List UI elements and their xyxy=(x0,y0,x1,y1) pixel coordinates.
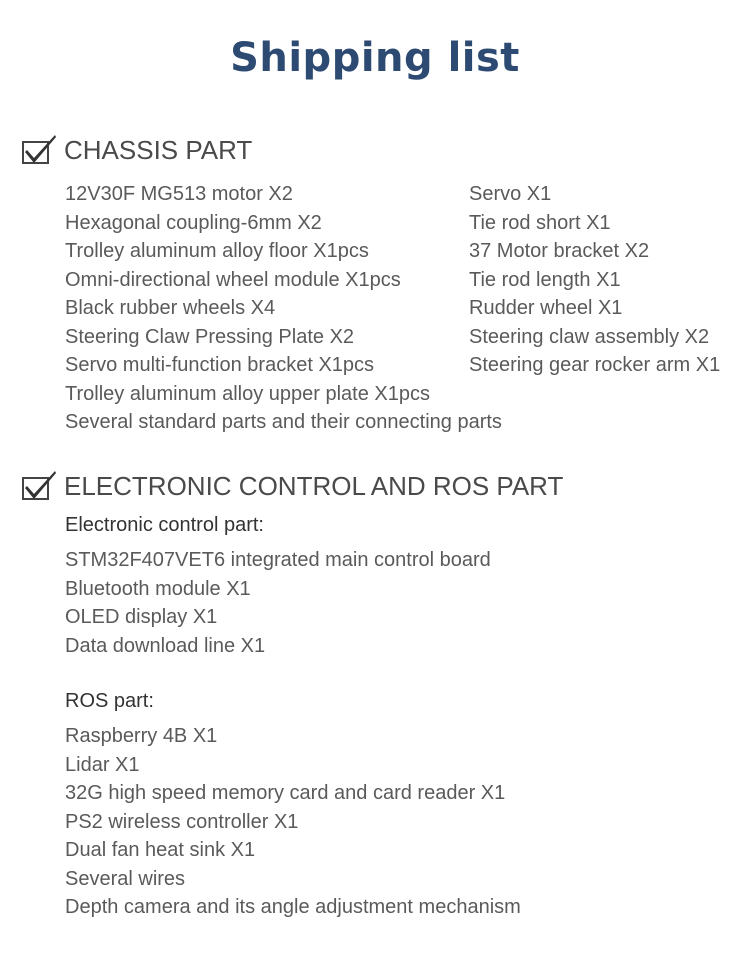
list-item: Lidar X1 xyxy=(65,753,140,776)
list-item: Servo X1 xyxy=(469,183,552,205)
list-item: Data download line X1 xyxy=(65,634,266,657)
list-item: Rudder wheel X1 xyxy=(469,297,623,319)
list-item: Omni-directional wheel module X1pcs xyxy=(65,268,401,291)
electronic-control-subheading: Electronic control part: xyxy=(65,514,264,536)
list-item: STM32F407VET6 integrated main control board xyxy=(65,549,491,571)
list-item: Servo multi-function bracket X1pcs xyxy=(65,354,375,376)
electronic-control-list xyxy=(65,546,491,660)
list-item: Depth camera and its angle adjustment mechanism xyxy=(65,896,521,918)
list-item: Tie rod short X1 xyxy=(469,211,611,234)
list-item: OLED display X1 xyxy=(65,606,218,628)
list-item: Hexagonal coupling-6mm X2 xyxy=(65,211,322,234)
electronic-section-header xyxy=(22,469,563,503)
list-item: Steering gear rocker arm X1 xyxy=(469,354,721,376)
chassis-right-list xyxy=(469,180,720,380)
list-item: Several standard parts and their connecting parts xyxy=(65,411,502,433)
list-item: 12V30F MG513 motor X2 xyxy=(65,183,293,205)
list-item: Steering Claw Pressing Plate X2 xyxy=(65,325,355,348)
list-item: Trolley aluminum alloy upper plate X1pcs xyxy=(65,382,430,405)
ros-subheading: ROS part: xyxy=(65,690,154,712)
list-item: Several wires xyxy=(65,867,186,890)
list-item: Steering claw assembly X2 xyxy=(469,325,710,348)
chassis-section-header xyxy=(22,133,252,167)
list-item: Bluetooth module X1 xyxy=(65,577,251,600)
page-title: Shipping list xyxy=(230,35,520,81)
list-item: Black rubber wheels X4 xyxy=(65,297,276,319)
list-item: Dual fan heat sink X1 xyxy=(65,839,256,861)
electronic-section-title: ELECTRONIC CONTROL AND ROS PART xyxy=(64,470,564,501)
checkbox-checked-icon xyxy=(22,141,48,163)
list-item: 32G high speed memory card and card reader X1 xyxy=(65,782,506,804)
list-item: 37 Motor bracket X2 xyxy=(469,240,650,262)
list-item: Raspberry 4B X1 xyxy=(65,725,218,747)
list-item: Tie rod length X1 xyxy=(469,268,621,291)
checkbox-checked-icon xyxy=(22,477,48,499)
ros-list xyxy=(65,722,521,922)
chassis-section-title: CHASSIS PART xyxy=(64,134,253,165)
list-item: Trolley aluminum alloy floor X1pcs xyxy=(65,240,369,262)
chassis-left-list xyxy=(65,180,502,437)
list-item: PS2 wireless controller X1 xyxy=(65,810,299,833)
